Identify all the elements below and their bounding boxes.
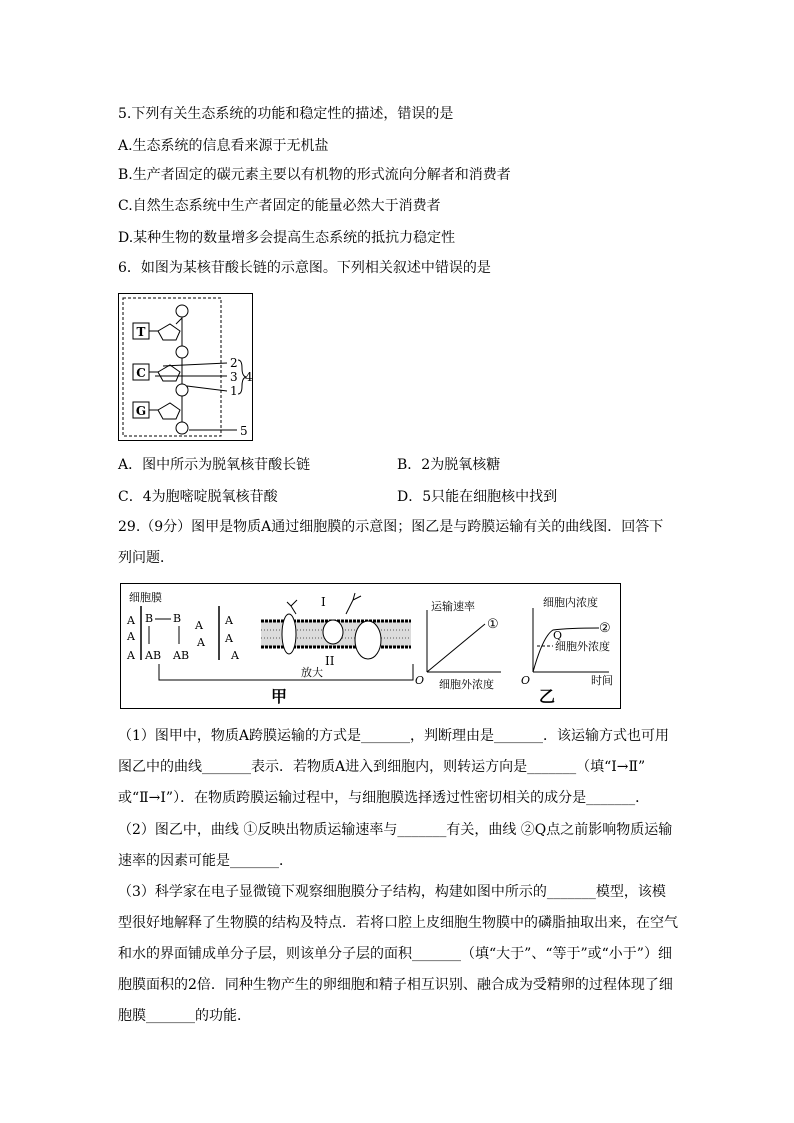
- sugar-pentagon: [158, 365, 180, 381]
- sugar-pentagon: [158, 324, 180, 340]
- graph2-origin: O: [521, 674, 531, 687]
- graph2-dash-label: 细胞外浓度: [555, 640, 610, 653]
- letter-a2: A: [127, 630, 135, 643]
- q5-option-c: C.自然生态系统中生产者固定的能量必然大于消费者: [118, 198, 441, 214]
- graph1-ylabel: 运输速率: [431, 600, 475, 613]
- jia-label: 甲: [271, 687, 288, 706]
- figure-jia-yi: [121, 584, 620, 708]
- letter-a4: A: [195, 619, 203, 632]
- label-5: 5: [240, 424, 248, 438]
- q29-part3-line2: 型很好地解释了生物膜的结构及特点．若将口腔上皮细胞生物膜中的磷脂抽取出来，在空气: [118, 915, 678, 931]
- label-1: 1: [230, 384, 238, 398]
- q29-part3-line4: 胞膜面积的2倍．同种生物产生的卵细胞和精子相互识别、融合成为受精卵的过程体现了细: [118, 977, 673, 993]
- q29-part1: [118, 721, 678, 814]
- phosphate-circle: [176, 384, 188, 396]
- q6-option-c: C．4为胞嘧啶脱氧核苷酸: [118, 489, 278, 505]
- letter-ab2: AB: [173, 649, 190, 662]
- q5-stem: 5.下列有关生态系统的功能和稳定性的描述，错误的是: [118, 106, 454, 122]
- graph2-curve-label: ②: [599, 621, 611, 636]
- q6-stem: 6．如图为某核苷酸长链的示意图。下列相关叙述中错误的是: [118, 260, 491, 276]
- letter-ab1: AB: [145, 649, 162, 662]
- roman-i-label: I: [321, 595, 326, 609]
- membrane-transport-figure: [120, 583, 621, 709]
- graph1-curve-label: ①: [487, 617, 499, 632]
- base-c-label: C: [136, 366, 146, 380]
- q29-part3-line5: 胞膜_______的功能．: [118, 1008, 251, 1024]
- letter-a7: A: [225, 632, 233, 645]
- letter-a1: A: [127, 614, 135, 627]
- bond-line: [176, 318, 182, 324]
- q6-option-d: D．5只能在细胞核中找到: [397, 489, 558, 505]
- base-t-label: T: [136, 325, 146, 339]
- graph1-origin: O: [415, 674, 425, 687]
- label-3: 3: [230, 370, 238, 384]
- q29-part2-line2: 速率的因素可能是_______．: [118, 853, 293, 869]
- glycoprotein-chain: [287, 600, 297, 614]
- q29-part1-line3: 或“Ⅱ→Ⅰ”）．在物质跨膜运输过程中，与细胞膜选择透过性密切相关的成分是_______．: [118, 790, 650, 806]
- carrier-protein: [355, 621, 381, 659]
- membrane-label: 细胞膜: [129, 591, 162, 604]
- nucleotide-chain-diagram: [119, 294, 252, 440]
- q29-part3-line3: 和水的界面铺成单分子层，则该单分子层的面积_______（填“大于”、“等于”或“小于”）细: [118, 946, 672, 962]
- yi-label: 乙: [539, 687, 556, 706]
- q29-part3: [118, 877, 678, 1032]
- enlarge-bracket: [159, 664, 413, 680]
- pointer-2: [163, 363, 227, 366]
- roman-ii-label: II: [325, 654, 335, 668]
- sugar-pentagon: [158, 403, 180, 419]
- phosphate-circle: [176, 346, 188, 358]
- phosphate-circle: [176, 422, 188, 434]
- label-4: 4: [245, 370, 252, 384]
- q29-stem-line1: 29.（9分）图甲是物质A通过细胞膜的示意图；图乙是与跨膜运输有关的曲线图．回答下: [118, 519, 664, 535]
- nucleotide-chain-figure: [118, 293, 253, 441]
- surface-protein: [323, 620, 343, 644]
- q5-option-b: B.生产者固定的碳元素主要以有机物的形式流向分解者和消费者: [118, 167, 511, 183]
- q6-option-a: A．图中所示为脱氧核苷酸长链: [118, 457, 311, 473]
- q29-part2: [118, 815, 678, 877]
- letter-a6: A: [225, 614, 233, 627]
- base-g-label: G: [135, 404, 147, 418]
- graph1-curve: [427, 624, 485, 672]
- glycoprotein-chain: [346, 593, 361, 614]
- graph2-ylabel: 细胞内浓度: [543, 596, 598, 609]
- letter-b1: B: [145, 612, 154, 625]
- channel-protein: [282, 614, 296, 654]
- q29-part1-line1: （1）图甲中，物质A跨膜运输的方式是_______，判断理由是_______．该运输方式也可用: [118, 728, 670, 744]
- letter-a3: A: [127, 649, 135, 662]
- q29-stem-line2: 列问题．: [118, 550, 174, 566]
- letter-a8: A: [231, 649, 239, 662]
- q29-part2-line1: （2）图乙中，曲线 ①反映出物质运输速率与_______有关，曲线 ②Q点之前影响物质运输: [118, 822, 673, 838]
- q29-part3-line1: （3）科学家在电子显微镜下观察细胞膜分子结构，构建如图中所示的_______模型，该模: [118, 884, 666, 900]
- phosphate-circle: [176, 305, 188, 317]
- q5-option-d: D.某种生物的数量增多会提高生态系统的抵抗力稳定性: [118, 230, 456, 246]
- label-2: 2: [230, 356, 238, 370]
- q29-part1-line2: 图乙中的曲线_______表示．若物质A进入到细胞内，则转运方向是_______（填“Ⅰ→Ⅱ”: [118, 759, 646, 775]
- enlarge-label: 放大: [301, 666, 323, 679]
- letter-a5: A: [197, 636, 205, 649]
- graph2-point-q: Q: [553, 629, 563, 642]
- graph1-xlabel: 细胞外浓度: [439, 678, 494, 691]
- letter-b2: B: [173, 612, 182, 625]
- q5-option-a: A.生态系统的信息看来源于无机盐: [118, 138, 329, 154]
- q6-option-b: B．2为脱氧核糖: [397, 457, 501, 473]
- graph2-xlabel: 时间: [591, 674, 613, 687]
